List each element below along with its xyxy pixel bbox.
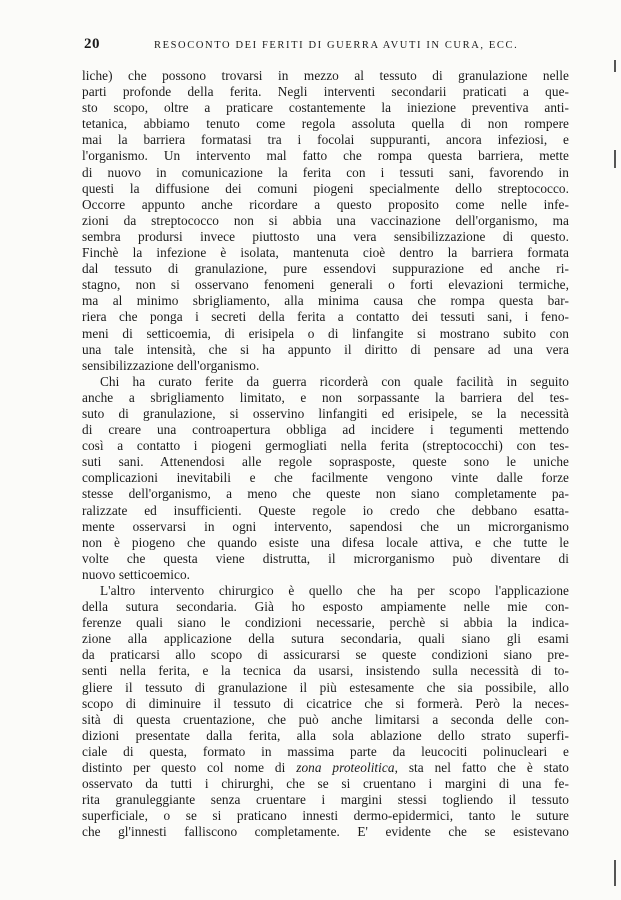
text-line: una tale intensità, che si ha appunto il diritto di pensare ad una vera — [82, 341, 569, 357]
text-line: così a contatto i piogeni germogliati nella ferita (streptococchi) con tes- — [82, 438, 569, 454]
text-line: meni di setticoemia, di erisipela o di linfangite si mostrano subito con — [82, 325, 569, 341]
line-start: distinto per questo col nome di — [82, 760, 297, 776]
text-line: L'altro intervento chirurgico è quello che ha per scopo l'applicazione — [100, 583, 569, 598]
text-line: non è piogeno che quando esiste una difesa locale attiva, e che tutte le — [82, 534, 569, 550]
text-line: anche a sbrigliamento limitato, e non sorpassante la barriera del tes- — [82, 389, 569, 405]
text-line: Occorre appunto anche ricordare a questo proposito come nelle infe- — [82, 196, 569, 212]
text-line: di nuovo in comunicazione la ferita con i tessuti sani, favorendo in — [82, 164, 569, 180]
text-line: sembra prodursi invece piuttosto una vera sensibilizzazione di questo. — [82, 228, 569, 244]
text-line: nuovo setticoemico. — [82, 566, 191, 582]
text-line: questi la diffusione dei comuni piogeni specialmente dello streptococco. — [82, 180, 569, 196]
text-line: stesse dell'organismo, a meno che queste non siano completamente pa- — [82, 486, 569, 502]
text-line: suti sani. Attenendosi alle regole soprasposte, queste sono le uniche — [82, 454, 569, 470]
text-line: riera che ponga i secreti della ferita a contatto dei tessuti sani, i feno- — [82, 309, 569, 325]
text-line: ciale di questa, formato in massima parte da leucociti polinucleari e — [82, 743, 569, 759]
text-line: dizioni presentate dalla ferita, alla sola ablazione dello strato superfi- — [82, 727, 569, 743]
text-line: sità di questa cruentazione, che può anche limitarsi a seconda delle con- — [82, 711, 569, 727]
italic-term: zona proteolitica — [296, 760, 395, 776]
text-line: sensibilizzazione dell'organismo. — [82, 357, 260, 373]
scan-edge-mark — [614, 860, 616, 886]
text-line: rita granuleggiante senza cruentare i margini stessi togliendo il tessuto — [82, 792, 569, 808]
running-head: RESOCONTO DEI FERITI DI GUERRA AVUTI IN CURA, ECC. — [154, 40, 519, 51]
text-line: sto scopo, oltre a praticare costantemente la iniezione preventiva anti- — [82, 100, 569, 116]
text-line: ferenze quali siano le condizioni necessarie, perchè si abbia la indica- — [82, 615, 569, 631]
text-line: superficiale, o se si praticano innesti dermo-epidermici, tanto le suture — [82, 808, 569, 824]
text-line: che gl'innesti falliscono completamente. E' evidente che se esistevano — [82, 824, 569, 840]
text-line: complicazioni inevitabili e che facilmente vengono vinte dalle forze — [82, 470, 569, 486]
body-text — [82, 68, 569, 841]
page-header — [82, 36, 563, 56]
text-line: ma al minimo sbrigliamento, alla minima causa che rompa questa bar- — [82, 293, 569, 309]
text-line-mixed — [82, 760, 569, 776]
page-number: 20 — [84, 36, 100, 52]
scan-edge-mark — [614, 60, 616, 72]
text-line: Finchè la infezione è isolata, mantenuta cioè dentro la barriera formata — [82, 245, 569, 261]
text-line: stagno, non si osservano fenomeni generali o forti elevazioni termiche, — [82, 277, 569, 293]
text-line: liche) che possono trovarsi in mezzo al tessuto di granulazione nelle — [82, 68, 569, 83]
text-line: osservato da tutti i chirurghi, che se si cruentano i margini di una fe- — [82, 776, 569, 792]
text-line: zioni da streptococco non si abbia una vaccinazione dell'organismo, ma — [82, 212, 569, 228]
text-line: da praticarsi allo scopo di assicurarsi se queste condizioni siano pre- — [82, 647, 569, 663]
text-line: zione alla applicazione della sutura secondaria, quali siano gli esami — [82, 631, 569, 647]
text-line: suto di granulazione, si osservino linfangiti ed erisipele, se la necessità — [82, 405, 569, 421]
text-line: gliere il tessuto di granulazione il più estesamente che sia possibile, allo — [82, 679, 569, 695]
text-line: della sutura secondaria. Già ho esposto ampiamente nelle mie con- — [82, 599, 569, 615]
text-line: mai la barriera formatasi tra i focolai suppuranti, ancora infeziosi, e — [82, 132, 569, 148]
text-line: senti nella ferita, e la tecnica da usarsi, insistendo sulla necessità di to- — [82, 663, 569, 679]
scan-edge-mark — [614, 150, 616, 168]
text-line: parti profonde della ferita. Negli interventi secondarii praticati a que- — [82, 84, 569, 100]
line-end: , sta nel fatto che è stato — [394, 760, 570, 776]
text-line: dal tessuto di granulazione, pure essendovi suppurazione ed anche ri- — [82, 261, 569, 277]
text-line: Chi ha curato ferite da guerra ricorderà con quale facilità in seguito — [100, 373, 569, 389]
text-line: ralizzate ed insufficienti. Queste regole io credo che debbano esatta- — [82, 502, 569, 518]
text-line: tetanica, abbiamo tenuto come regola assoluta quella di non rompere — [82, 116, 569, 132]
text-line: volte che questa viene distrutta, il microrganismo può diventare di — [82, 550, 569, 566]
text-line: scopo di diminuire il tessuto di cicatrice che si formerà. Però la neces- — [82, 695, 569, 711]
text-line: l'organismo. Un intervento mal fatto che rompa questa barriera, mette — [82, 148, 569, 164]
text-line: di creare una controapertura obbliga ad incidere i tegumenti mettendo — [82, 422, 569, 438]
text-line: mente osservarsi in ogni intervento, sapendosi che un microrganismo — [82, 518, 569, 534]
